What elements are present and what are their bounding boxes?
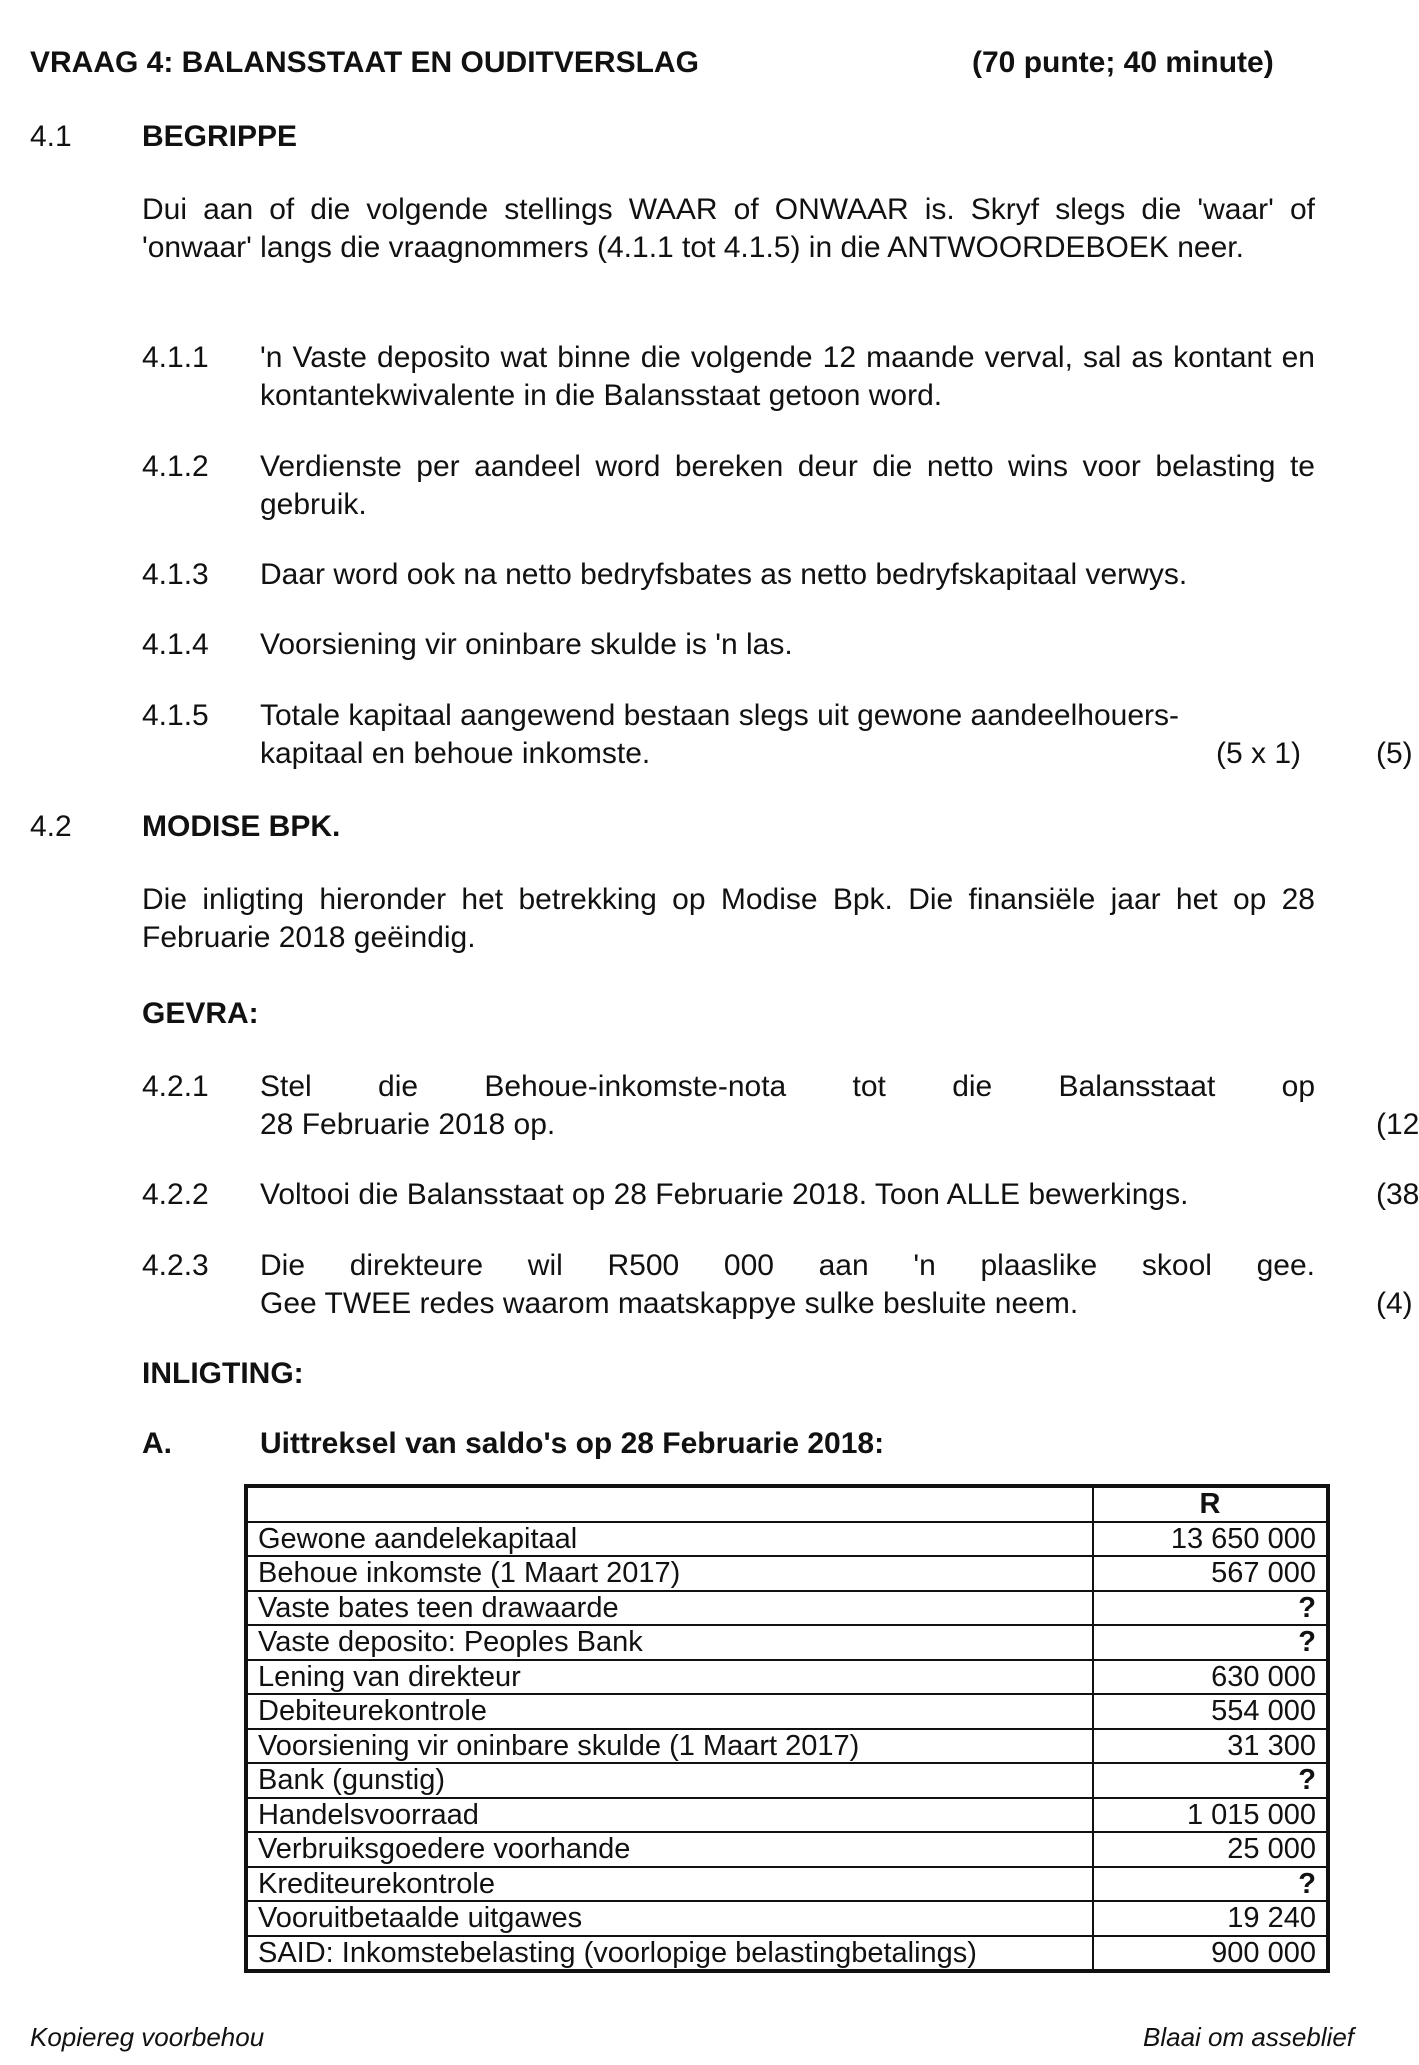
item-number-4-1-2: 4.1.2 [142,450,209,483]
row-label: Vaste bates teen drawaarde [246,1591,1093,1626]
marks-4-1: (5) [1376,737,1413,770]
row-value: 630 000 [1093,1660,1328,1695]
section-a-letter: A. [142,1427,172,1460]
item-number-4-2-1: 4.2.1 [142,1070,209,1103]
item-text-4-2-1-line1: Stel die Behoue-inkomste-nota tot die Balansstaat op [260,1070,1315,1103]
item-text-4-2-1-line2: 28 Februarie 2018 op. [260,1108,556,1141]
table-row [246,1798,1328,1833]
item-text-4-2-3-line2: Gee TWEE redes waarom maatskappye sulke besluite neem. [260,1287,1079,1320]
section-number-4-1: 4.1 [30,120,72,153]
table-row [246,1832,1328,1867]
table-row [246,1556,1328,1591]
item-text-4-1-1: 'n Vaste deposito wat binne die volgende 12 maande verval, sal as kontant en kontantekwivalente in die Balansstaat getoon word. [260,341,1315,412]
marks-4-2-2: (38 [1376,1178,1419,1211]
table-row [246,1625,1328,1660]
row-label: SAID: Inkomstebelasting (voorlopige belastingbetalings) [246,1936,1093,1972]
section-4-2-intro: Die inligting hieronder het betrekking op Modise Bpk. Die finansiële jaar het op 28 Februarie 2018 geëindig. [142,883,1315,954]
table-row [246,1867,1328,1902]
row-label: Voorsiening vir oninbare skulde (1 Maart 2017) [246,1729,1093,1764]
section-a-title: Uittreksel van saldo's op 28 Februarie 2018: [260,1427,885,1460]
row-value: 1 015 000 [1093,1798,1328,1833]
row-value: 900 000 [1093,1936,1328,1972]
row-label: Lening van direkteur [246,1660,1093,1695]
item-number-4-1-1: 4.1.1 [142,341,209,374]
row-label: Debiteurekontrole [246,1694,1093,1729]
inligting-heading: INLIGTING: [142,1357,304,1390]
marks-4-2-3: (4) [1376,1287,1413,1320]
gevra-heading: GEVRA: [142,997,259,1030]
table-header-label-cell [246,1486,1093,1522]
item-text-4-2-2: Voltooi die Balansstaat op 28 Februarie 2018. Toon ALLE bewerkings. [260,1178,1189,1211]
row-value: ? [1093,1763,1328,1798]
item-text-4-1-4: Voorsiening vir oninbare skulde is 'n las. [260,628,793,661]
marks-4-2-1: (12 [1376,1108,1419,1141]
table-row [246,1729,1328,1764]
table-header-currency: R [1093,1486,1328,1522]
item-text-4-1-5-line1: Totale kapitaal aangewend bestaan slegs uit gewone aandeelhouers- [260,699,1179,732]
question-marks-time: (70 punte; 40 minute) [972,46,1274,79]
row-label: Krediteurekontrole [246,1867,1093,1902]
row-value: 567 000 [1093,1556,1328,1591]
table-row [246,1901,1328,1936]
footer-copyright: Kopiereg voorbehou [30,2022,265,2052]
section-number-4-2: 4.2 [30,810,72,843]
section-title-modise: MODISE BPK. [142,810,341,843]
question-title: VRAAG 4: BALANSSTAAT EN OUDITVERSLAG [30,46,699,79]
table-row [246,1591,1328,1626]
item-number-4-1-5: 4.1.5 [142,699,209,732]
row-value: 31 300 [1093,1729,1328,1764]
item-number-4-2-3: 4.2.3 [142,1249,209,1282]
row-value: ? [1093,1625,1328,1660]
table-row [246,1936,1328,1972]
table-row [246,1694,1328,1729]
section-4-1-intro: Dui aan of die volgende stellings WAAR of ONWAAR is. Skryf slegs die 'waar' of 'onwaar' langs die vraagnommers (4.1.1 tot 4.1.5) in die ANTWOORDEBOEK neer. [142,193,1315,264]
table-row [246,1660,1328,1695]
calc-5x1: (5 x 1) [1216,737,1302,770]
row-value: ? [1093,1591,1328,1626]
footer-turn-over: Blaai om asseblief [1143,2022,1354,2052]
row-value: 554 000 [1093,1694,1328,1729]
row-value: 25 000 [1093,1832,1328,1867]
row-label: Behoue inkomste (1 Maart 2017) [246,1556,1093,1591]
item-text-4-2-3-line1: Die direkteure wil R500 000 aan 'n plaaslike skool gee. [260,1249,1315,1282]
item-text-4-1-5-line2: kapitaal en behoue inkomste. [260,737,651,770]
row-label: Handelsvoorraad [246,1798,1093,1833]
item-text-4-1-2: Verdienste per aandeel word bereken deur die netto wins voor belasting te gebruik. [260,450,1315,521]
item-number-4-1-4: 4.1.4 [142,628,209,661]
row-value: ? [1093,1867,1328,1902]
item-text-4-1-3: Daar word ook na netto bedryfsbates as netto bedryfskapitaal verwys. [260,558,1188,591]
row-label: Vaste deposito: Peoples Bank [246,1625,1093,1660]
table-row [246,1522,1328,1557]
row-label: Gewone aandelekapitaal [246,1522,1093,1557]
item-number-4-1-3: 4.1.3 [142,558,209,591]
item-number-4-2-2: 4.2.2 [142,1178,209,1211]
row-label: Verbruiksgoedere voorhande [246,1832,1093,1867]
row-label: Bank (gunstig) [246,1763,1093,1798]
row-label: Vooruitbetaalde uitgawes [246,1901,1093,1936]
balances-table [244,1484,1330,1973]
row-value: 13 650 000 [1093,1522,1328,1557]
table-header-row [246,1486,1328,1522]
row-value: 19 240 [1093,1901,1328,1936]
section-title-begrippe: BEGRIPPE [142,120,298,153]
table-row [246,1763,1328,1798]
